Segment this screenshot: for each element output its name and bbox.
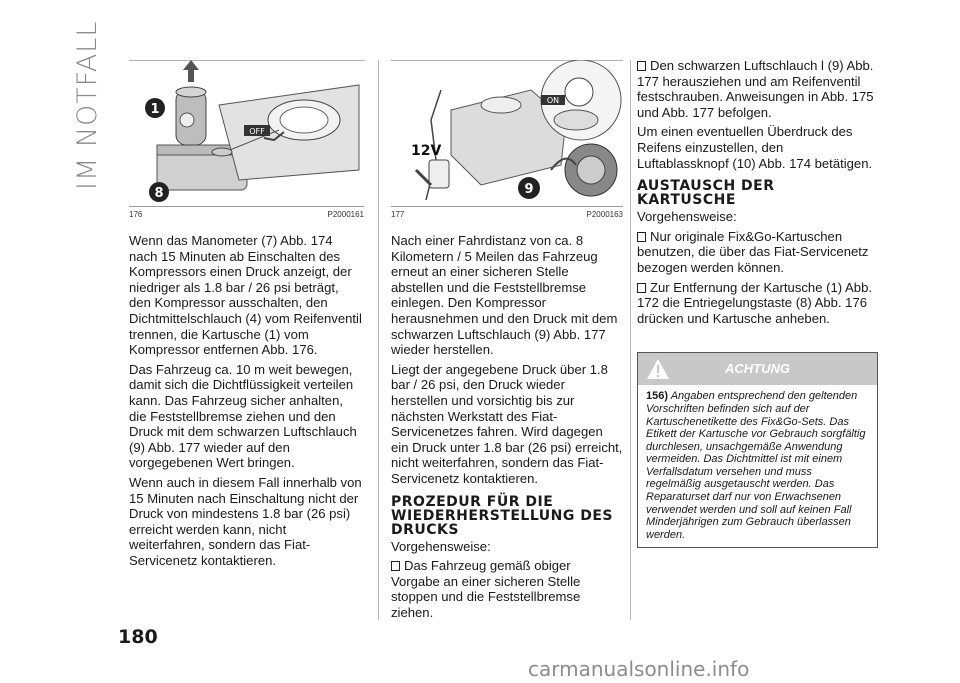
- figure-number: 176: [129, 210, 143, 219]
- warning-body: [638, 385, 877, 547]
- compressor-cartridge-illustration: [129, 60, 364, 202]
- figure-caption: [391, 206, 623, 219]
- switch-label: OFF: [249, 127, 265, 136]
- step-marker-icon: [637, 283, 646, 293]
- warning-title: ACHTUNG: [725, 361, 790, 377]
- callout-8: 8: [154, 186, 164, 201]
- step-item: Das Fahrzeug gemäß obiger Vorgabe an einer sicheren Stelle stoppen und die Feststellbremse ziehen.: [391, 558, 581, 620]
- figure-176: [129, 60, 364, 202]
- figure-code: P2000163: [586, 210, 623, 219]
- figure-code: P2000161: [327, 210, 364, 219]
- warning-text: Angaben entsprechend den geltenden Vorschriften befinden sich auf der Kartuschenetikette des Fix&Go-Sets. Das Etikett der Kartusche vor Gebrauch sorgfältig durchlesen, unsachgemäße Anwendung vermeiden. Das Dichtmittel ist mit einem Verfallsdatum versehen und muss regelmäßig ausgetauscht werden. Das Reparaturset darf nur von Erwachsenen verwendet werden und soll auf keinen Fall Minderjährigen zum Gebrauch überlassen werden.: [646, 390, 866, 541]
- paragraph: Nach einer Fahrdistanz von ca. 8 Kilometern / 5 Meilen das Fahrzeug erneut an einer sicheren Stelle abstellen und die Feststellbremse einlegen. Den Kompressor herausnehmen und den Druck mit dem schwarzen Luftschlauch (9) Abb. 177 wieder herstellen.: [391, 233, 618, 358]
- subheading: Vorgehensweise:: [391, 538, 491, 554]
- paragraph: Um einen eventuellen Überdruck des Reifens einzustellen, den Luftablassknopf (10) Abb. 174 betätigen.: [637, 124, 873, 171]
- paragraph: Wenn auch in diesem Fall innerhalb von 15 Minuten nach Einschaltung nicht der Druck von mindestens 1.8 bar (26 psi) erreicht werden kann, nicht weiterfahren, sondern das Fiat-Servicenetz kontaktieren.: [129, 474, 362, 568]
- section-title-vertical: IM NOTFALL: [72, 20, 103, 190]
- page-number: 180: [118, 626, 158, 648]
- warning-triangle-icon: [646, 358, 670, 380]
- step-marker-icon: [637, 232, 646, 242]
- warning-number: 156): [646, 390, 669, 403]
- step-item: Den schwarzen Luftschlauch l (9) Abb. 177 herausziehen und am Reifenventil festschrauben. Anweisungen in Abb. 175 und Abb. 177 befolgen.: [637, 58, 874, 120]
- figure-177: [391, 60, 623, 202]
- paragraph: Das Fahrzeug ca. 10 m weit bewegen, damit sich die Dichtflüssigkeit verteilen kann. Das Fahrzeug sicher anhalten, die Feststellbremse ziehen und den Druck mit dem schwarzen Luftschlauch (9) Abb. 177 wieder auf den vorgegebenen Wert bringen.: [129, 361, 357, 471]
- watermark: carmanualsonline.info: [528, 657, 750, 681]
- column-1: [129, 60, 364, 572]
- step-marker-icon: [391, 561, 400, 571]
- subheading: Vorgehensweise:: [637, 209, 737, 225]
- step-marker-icon: [637, 61, 646, 71]
- column-3: [637, 58, 877, 548]
- step-item: Zur Entfernung der Kartusche (1) Abb. 172 die Entriegelungstaste (8) Abb. 176 drücken und Kartusche anheben.: [637, 279, 872, 326]
- label-12v: 12V: [411, 143, 442, 159]
- figure-number: 177: [391, 210, 405, 219]
- column-2: [391, 60, 623, 624]
- callout-9: 9: [524, 182, 534, 197]
- section-heading: PROZEDUR FÜR DIE WIEDERHERSTELLUNG DES DRUCKS: [391, 493, 613, 538]
- paragraph: Wenn das Manometer (7) Abb. 174 nach 15 Minuten ab Einschalten des Kompressors einen Druck anzeigt, der niedriger als 1.8 bar / 26 psi beträgt, den Kompressor ausschalten, den Dichtmittelschlauch (4) vom Reifenventil trennen, die Kartusche (1) vom Kompressor entfernen Abb. 176.: [129, 233, 362, 358]
- warning-box: [637, 352, 878, 548]
- compressor-tyre-illustration: [391, 60, 623, 202]
- column-divider: [378, 60, 379, 620]
- column-divider: [630, 60, 631, 620]
- section-heading: AUSTAUSCH DER KARTUSCHE: [637, 178, 775, 209]
- step-item: Nur originale Fix&Go-Kartuschen benutzen, die über das Fiat-Servicenetz bezogen werden können.: [637, 228, 869, 275]
- figure-caption: [129, 206, 364, 219]
- switch-label: ON: [546, 96, 560, 105]
- warning-header: [638, 353, 877, 385]
- paragraph: Liegt der angegebene Druck über 1.8 bar / 26 psi, den Druck wieder herstellen und vorsichtig bis zur nächsten Werkstatt des Fiat-Servicenetzes fahren. Wird dagegen ein Druck unter 1.8 bar (26 psi) erreicht, nicht weiterfahren, sondern das Fiat-Servicenetz kontaktieren.: [391, 361, 623, 486]
- callout-1: 1: [150, 102, 160, 117]
